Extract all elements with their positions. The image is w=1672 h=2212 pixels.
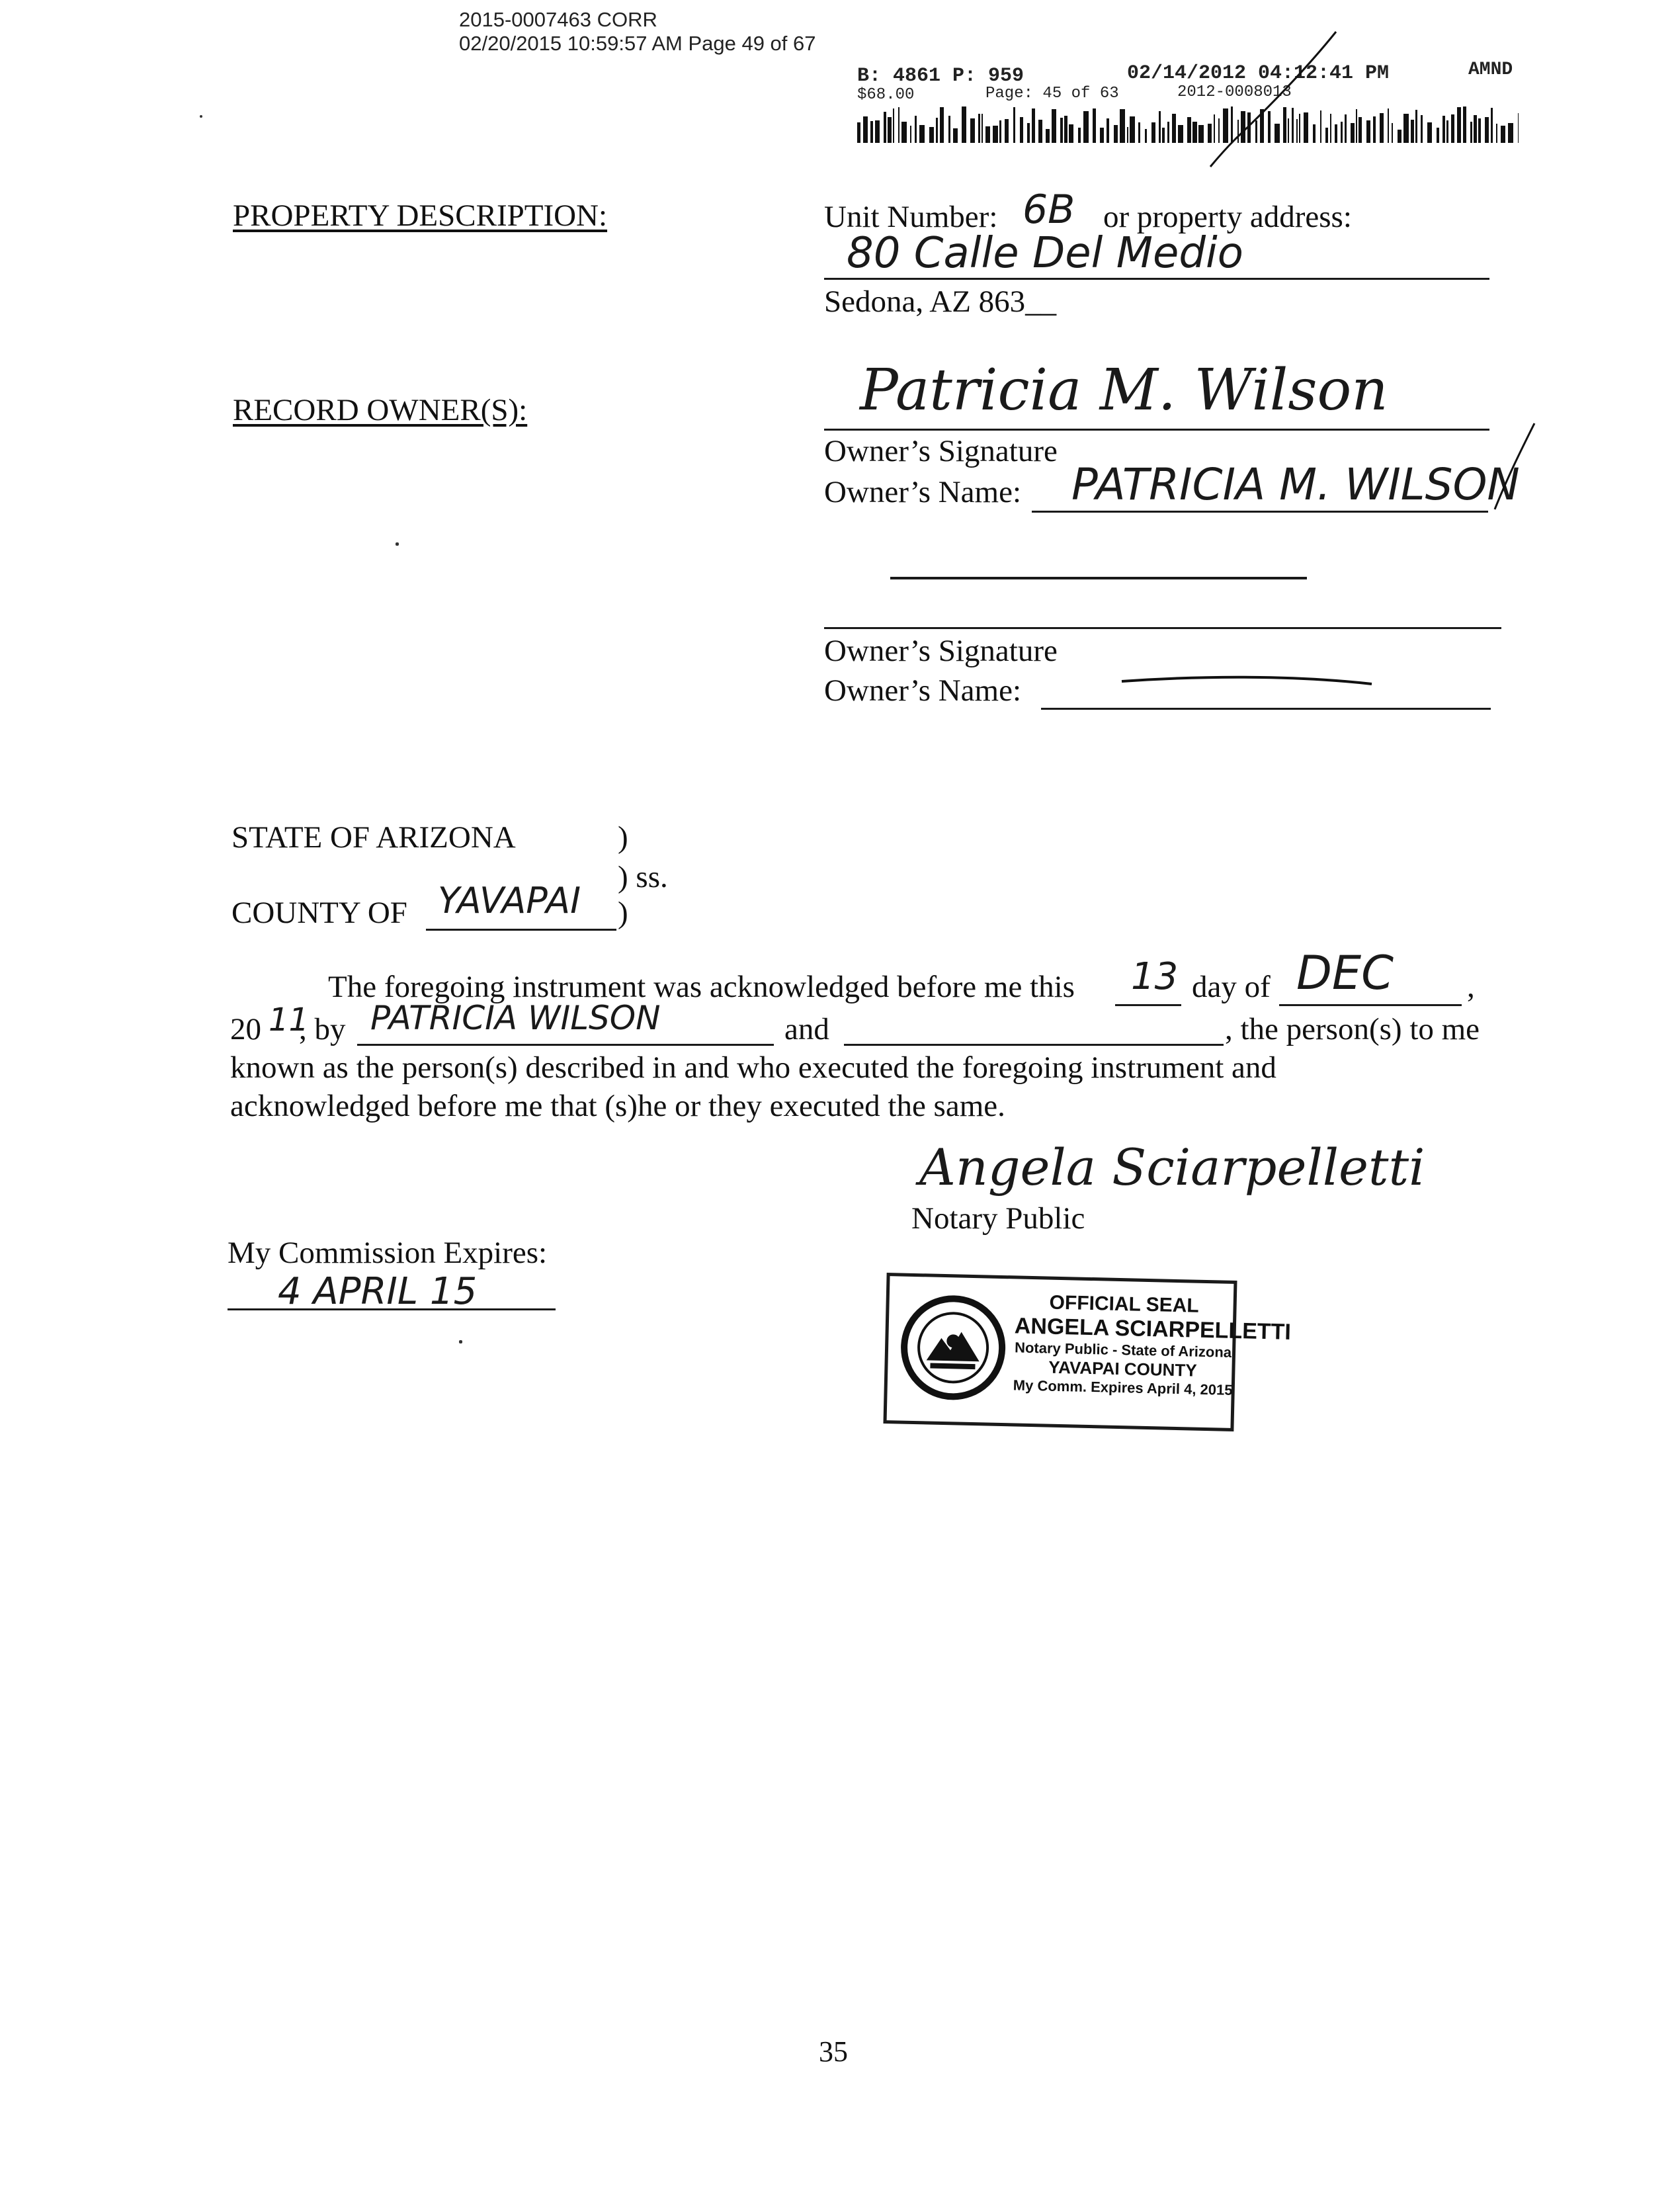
pen-tick-mark — [1442, 417, 1548, 516]
address-line-rule — [824, 278, 1489, 280]
commission-expires-label: My Commission Expires: — [228, 1236, 548, 1270]
owner2-signature-rule — [824, 627, 1501, 629]
owner2-name-stroke — [1118, 668, 1382, 695]
owner1-name-value: PATRICIA M. WILSON — [1071, 459, 1520, 510]
record-owners-label: RECORD OWNER(S): — [233, 393, 528, 427]
owner1-name-label: Owner’s Name: — [824, 475, 1022, 509]
property-address-line2: Sedona, AZ 863__ — [824, 284, 1057, 319]
venue-paren-1: ) — [618, 820, 628, 855]
recording-instrument-number: 2012-0008013 — [1177, 83, 1292, 101]
ack-line1-c: , — [1467, 970, 1475, 1004]
property-description-label: PROPERTY DESCRIPTION: — [233, 198, 608, 233]
ack-by-rule — [357, 1044, 774, 1046]
owner2-name-label: Owner’s Name: — [824, 673, 1022, 708]
ack-line2-d: , the person(s) to me — [1225, 1012, 1480, 1046]
scan-speck — [396, 542, 399, 546]
ack-line1-b: day of — [1192, 970, 1271, 1004]
property-address-line1: 80 Calle Del Medio — [847, 229, 1243, 278]
venue-state: STATE OF ARIZONA — [231, 820, 516, 855]
owner1-name-rule — [1032, 511, 1488, 513]
owner1-signature-label: Owner’s Signature — [824, 434, 1058, 468]
owner1-signature-rule — [824, 429, 1489, 431]
ack-month-rule — [1279, 1004, 1462, 1006]
pen-stroke-mark — [1164, 26, 1349, 172]
unit-number-value: 6B — [1023, 187, 1075, 233]
document-timestamp-page: 02/20/2015 10:59:57 AM Page 49 of 67 — [459, 32, 816, 55]
ack-by-value: PATRICIA WILSON — [370, 999, 661, 1037]
commission-expires-value: 4 APRIL 15 — [278, 1270, 478, 1313]
ack-day-value: 13 — [1131, 955, 1179, 998]
venue-county-label: COUNTY OF — [231, 896, 407, 930]
notary-signature-image: Angela Sciarpelletti — [919, 1138, 1425, 1197]
owner2-signature-label: Owner’s Signature — [824, 634, 1058, 668]
seal-line-expires: My Comm. Expires April 4, 2015 — [1013, 1377, 1233, 1398]
ack-line2-b: , by — [299, 1012, 346, 1046]
ack-month-value: DEC — [1296, 946, 1394, 1000]
recording-type: AMND — [1468, 60, 1513, 80]
ack-line3: known as the person(s) described in and who executed the foregoing instrument and — [230, 1050, 1276, 1085]
seal-line-official: OFFICIAL SEAL — [1049, 1291, 1200, 1317]
venue-county-rule — [426, 929, 616, 931]
seal-line-notary-state: Notary Public - State of Arizona — [1014, 1339, 1232, 1361]
arizona-seal-emblem-icon — [899, 1294, 1007, 1402]
ack-line1-a: The foregoing instrument was acknowledged before me this — [328, 970, 1075, 1004]
ack-line2-c: and — [784, 1012, 829, 1046]
commission-expires-rule — [228, 1308, 556, 1310]
unit-number-label: Unit Number: — [824, 200, 998, 234]
blank-signature-stroke — [890, 577, 1307, 579]
seal-line-name: ANGELA SCIARPELLETTI — [1014, 1313, 1292, 1345]
property-address-label: or property address: — [1103, 200, 1352, 234]
ack-line4: acknowledged before me that (s)he or they executed the same. — [230, 1089, 1005, 1123]
notary-public-label: Notary Public — [911, 1201, 1085, 1236]
scan-speck — [459, 1340, 462, 1343]
page-number: 35 — [819, 2035, 848, 2068]
ack-and-rule — [844, 1044, 1224, 1046]
notary-seal-stamp — [883, 1273, 1292, 1431]
recording-fee: $68.00 — [857, 86, 915, 104]
recording-datetime: 02/14/2012 04:12:41 PM — [1127, 62, 1390, 85]
document-number: 2015-0007463 CORR — [459, 8, 657, 31]
owner2-name-rule — [1041, 708, 1491, 710]
ack-line2-a: 20 — [230, 1012, 261, 1046]
venue-paren-3: ) — [618, 896, 628, 930]
owner1-signature-image: Patricia M. Wilson — [860, 357, 1388, 423]
recording-book-page: B: 4861 P: 959 — [857, 65, 1024, 87]
ack-day-rule — [1115, 1004, 1181, 1006]
venue-ss: ) ss. — [618, 860, 668, 894]
ack-year-value: 11 — [269, 1001, 310, 1039]
venue-county-value: YAVAPAI — [438, 880, 581, 921]
scan-speck — [200, 115, 202, 118]
recording-page-info: Page: 45 of 63 — [985, 85, 1119, 103]
seal-line-county: YAVAPAI COUNTY — [1048, 1357, 1197, 1381]
